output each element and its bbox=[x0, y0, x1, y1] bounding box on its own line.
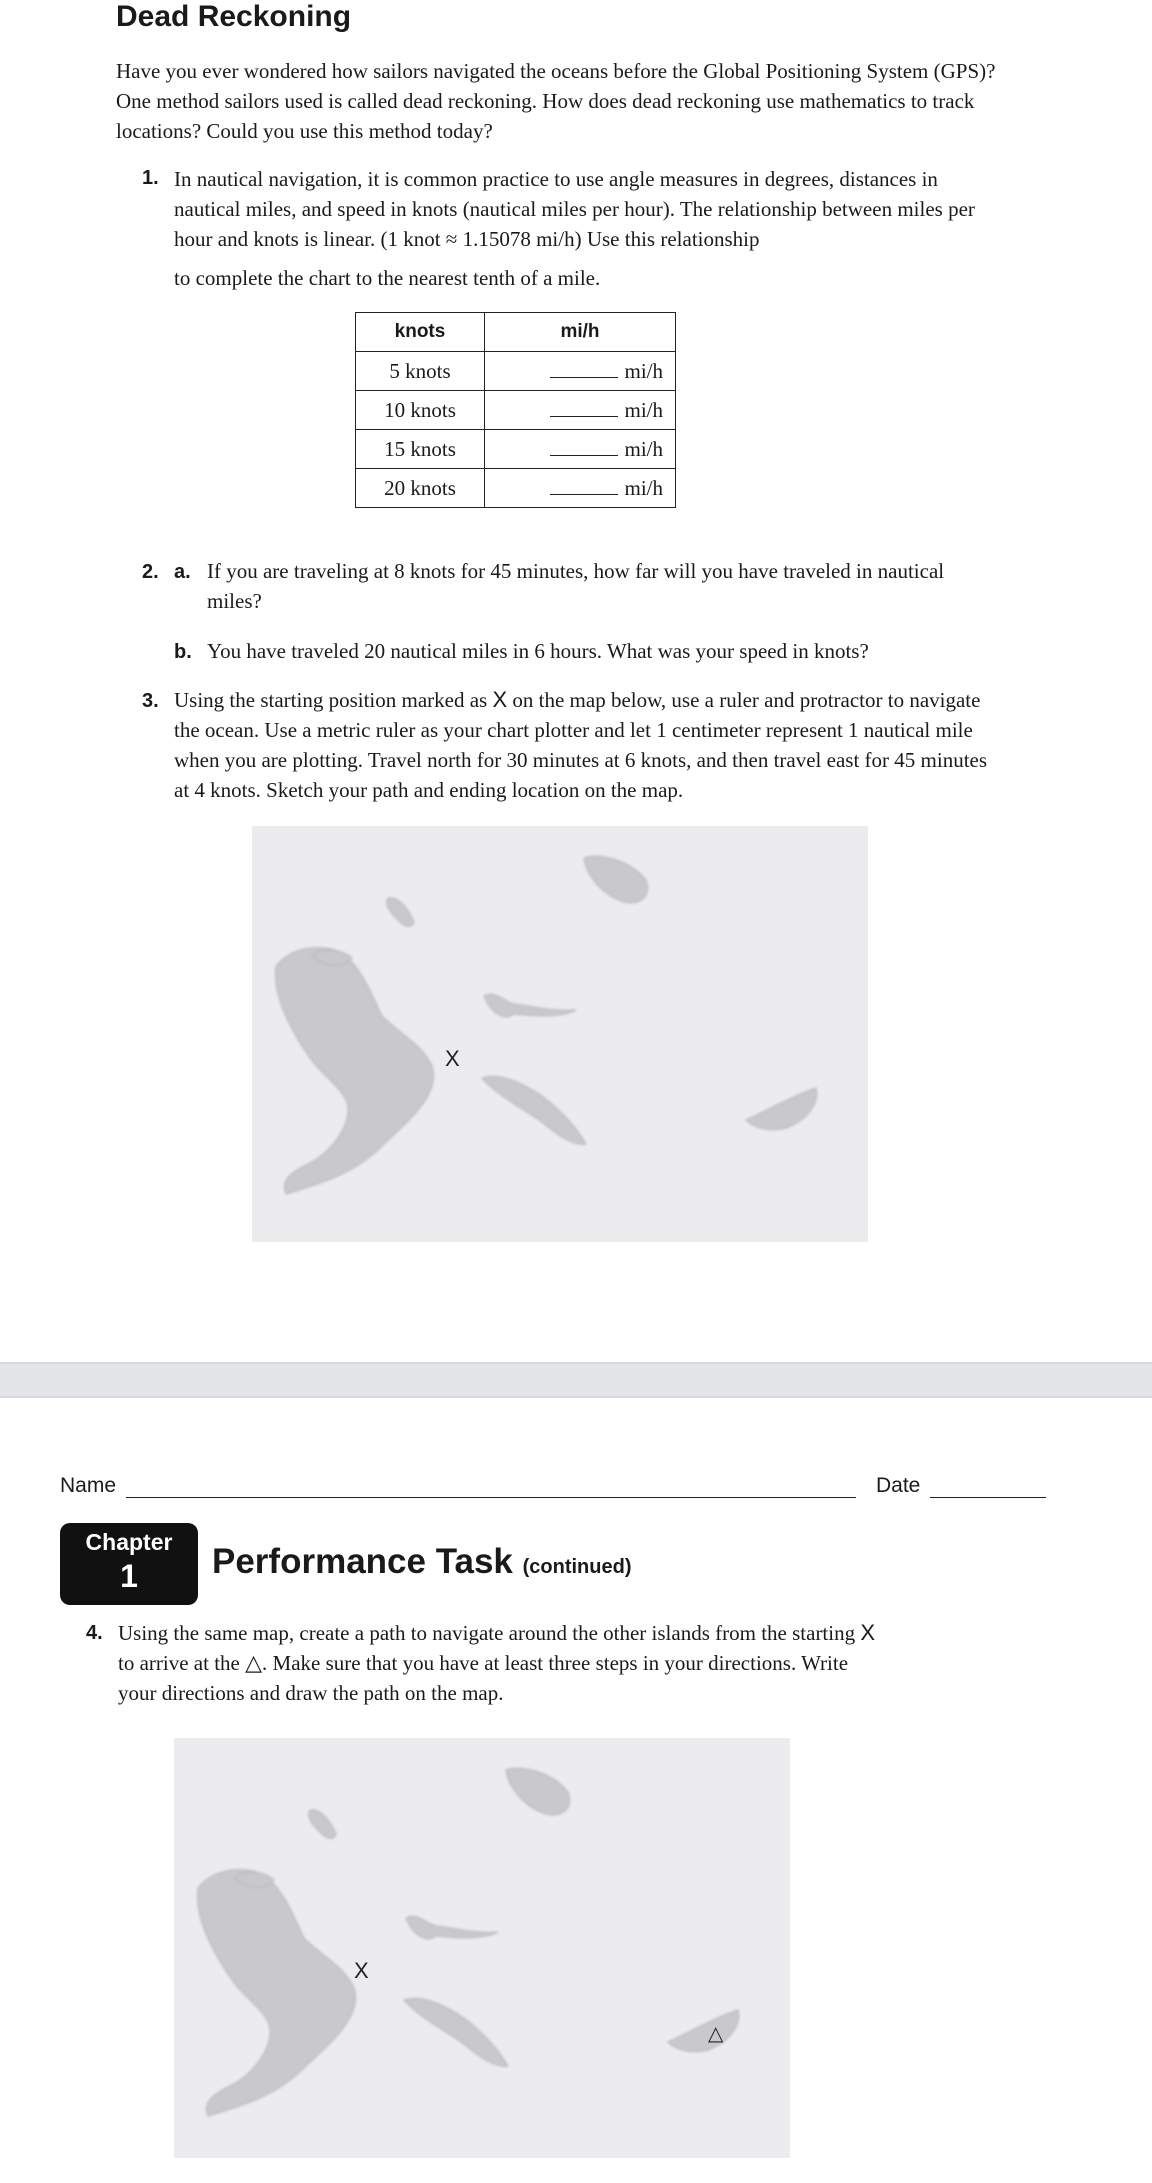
answer-blank[interactable] bbox=[550, 476, 618, 495]
heading-suffix: (continued) bbox=[522, 1556, 632, 1578]
answer-blank[interactable] bbox=[550, 437, 618, 456]
unit-label: mi/h bbox=[624, 475, 663, 500]
question-1-instruction: to complete the chart to the nearest tenth of a mile. bbox=[174, 266, 601, 290]
island-east bbox=[668, 2010, 739, 2052]
navigation-map[interactable] bbox=[252, 826, 868, 1242]
table-header-mih: mi/h bbox=[485, 313, 676, 352]
table-cell-mih[interactable] bbox=[485, 391, 676, 430]
island-large-west bbox=[197, 1870, 355, 2116]
question-4-body: Using the same map, create a path to navigate around the other islands from the starting bbox=[118, 1621, 856, 1645]
question-2b-text: You have traveled 20 nautical miles in 6 hours. What was your speed in knots? bbox=[207, 639, 869, 663]
chapter-badge bbox=[60, 1523, 198, 1605]
unit-label: mi/h bbox=[624, 397, 663, 422]
question-4-body-2: to arrive at the bbox=[118, 1651, 240, 1675]
island-northeast bbox=[584, 856, 648, 903]
page-divider bbox=[0, 1362, 1152, 1398]
islands-map-2-svg bbox=[174, 1738, 790, 2158]
name-field[interactable] bbox=[126, 1497, 856, 1498]
chapter-label: Chapter bbox=[85, 1529, 173, 1555]
question-4-body-3: . Make sure that you have at least three steps in your directions. Write your directions and draw the path on the map. bbox=[118, 1651, 849, 1705]
chapter-number: 1 bbox=[120, 1558, 138, 1594]
start-x-marker: X bbox=[445, 1046, 460, 1071]
x-marker-label: X bbox=[860, 1620, 876, 1645]
table-header-knots: knots bbox=[356, 313, 485, 352]
question-1-number: 1. bbox=[142, 167, 159, 189]
island-southcenter bbox=[482, 1076, 586, 1144]
page-title: Dead Reckoning bbox=[116, 0, 352, 33]
triangle-marker-label: △ bbox=[245, 1650, 263, 1675]
island-southcenter bbox=[404, 1998, 508, 2066]
table-cell-knots: 15 knots bbox=[356, 430, 485, 469]
island-center bbox=[406, 1916, 498, 1938]
question-3-text bbox=[174, 685, 1004, 805]
question-2-number: 2. bbox=[142, 561, 159, 583]
table-cell-mih[interactable] bbox=[485, 352, 676, 391]
island-north-small bbox=[387, 898, 414, 927]
unit-label: mi/h bbox=[624, 436, 663, 461]
question-3-number: 3. bbox=[142, 690, 159, 712]
table-cell-knots: 10 knots bbox=[356, 391, 485, 430]
table-row bbox=[356, 430, 676, 469]
question-2a-text: If you are traveling at 8 knots for 45 minutes, how far will you have traveled in nautical miles? bbox=[207, 559, 945, 613]
name-label: Name bbox=[60, 1474, 117, 1497]
question-4-number: 4. bbox=[86, 1622, 103, 1644]
unit-label: mi/h bbox=[624, 358, 663, 383]
island-north-small bbox=[309, 1810, 336, 1839]
end-triangle-marker: △ bbox=[708, 2023, 724, 2045]
question-3-body-2: on the map below, use a ruler and protractor to navigate the ocean. Use a metric ruler as your chart plotter and let 1 centimeter represent 1 nautical mile when you are plotting. Travel north for 30 minutes at 6 knots, and then travel east for 45 minutes at 4 knots. Sketch your path and ending location on the map. bbox=[174, 688, 988, 802]
question-1-body: In nautical navigation, it is common practice to use angle measures in degrees, distances in nautical miles, and speed in knots (nautical miles per hour). The relationship between miles per hour and knots is linear. bbox=[174, 167, 975, 251]
islands-map-svg bbox=[252, 826, 868, 1242]
question-2a-label: a. bbox=[174, 561, 191, 583]
table-row bbox=[356, 391, 676, 430]
table-header-row bbox=[356, 313, 676, 352]
intro-paragraph: Have you ever wondered how sailors navigated the oceans before the Global Positioning System (GPS)? One method sailors used is called dead reckoning. How does dead reckoning use mathematics to track locations? Could you use this method today? bbox=[116, 59, 996, 143]
date-label: Date bbox=[876, 1474, 921, 1497]
date-field[interactable] bbox=[930, 1497, 1046, 1498]
navigation-map-2[interactable] bbox=[174, 1738, 790, 2158]
island-large-west bbox=[275, 948, 433, 1194]
table-row bbox=[356, 352, 676, 391]
table-cell-knots: 5 knots bbox=[356, 352, 485, 391]
island-center bbox=[484, 994, 576, 1016]
question-1-text bbox=[174, 164, 1004, 254]
knots-table bbox=[355, 312, 676, 508]
start-x-marker: X bbox=[354, 1958, 369, 1983]
question-1-body-2: Use this relationship bbox=[586, 227, 760, 251]
heading-text: Performance Task bbox=[212, 1542, 513, 1581]
question-3-body: Using the starting position marked as bbox=[174, 688, 488, 712]
table-row bbox=[356, 469, 676, 508]
x-marker-label: X bbox=[492, 687, 508, 712]
island-east bbox=[746, 1088, 817, 1130]
table-cell-knots: 20 knots bbox=[356, 469, 485, 508]
performance-task-heading bbox=[212, 1542, 632, 1582]
island-northeast bbox=[506, 1768, 570, 1815]
table-cell-mih[interactable] bbox=[485, 469, 676, 508]
question-2b-label: b. bbox=[174, 641, 192, 663]
answer-blank[interactable] bbox=[550, 398, 618, 417]
knot-relation: (1 knot ≈ 1.15078 mi/h) bbox=[380, 227, 582, 251]
answer-blank[interactable] bbox=[550, 359, 618, 378]
question-4-text bbox=[118, 1618, 888, 1708]
table-cell-mih[interactable] bbox=[485, 430, 676, 469]
